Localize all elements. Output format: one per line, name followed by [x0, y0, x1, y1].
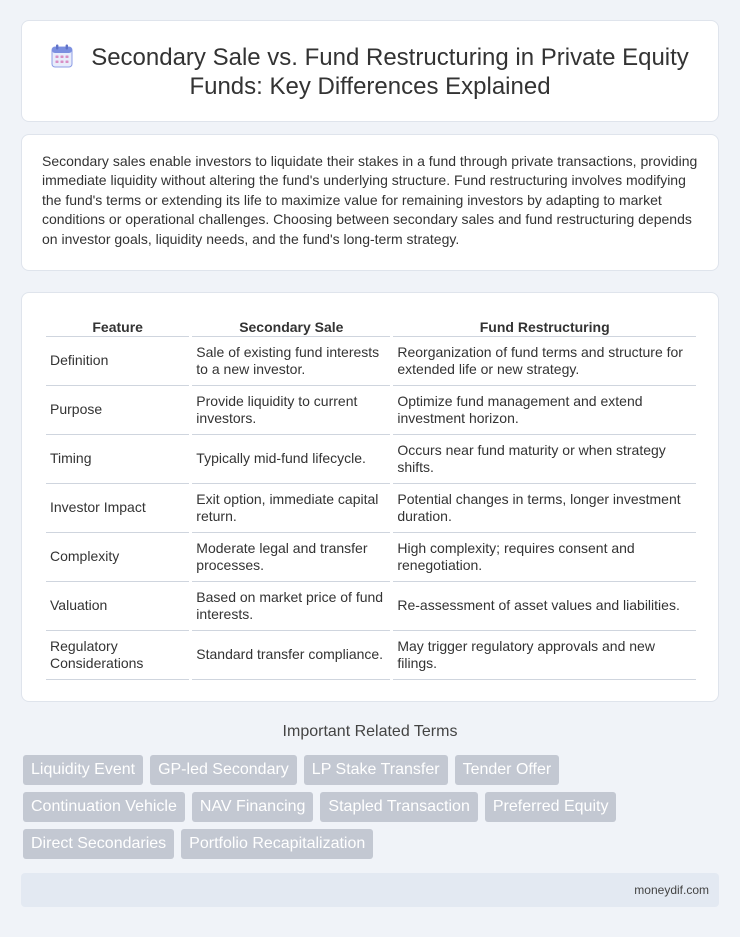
related-term-tag[interactable]: NAV Financing: [192, 792, 314, 822]
table-row: [46, 435, 696, 484]
fund-restructuring-cell: Reorganization of fund terms and structure for extended life or new strategy.: [393, 337, 696, 386]
secondary-sale-cell: Exit option, immediate capital return.: [192, 484, 390, 533]
table-row: [46, 533, 696, 582]
comparison-table: [43, 317, 699, 680]
table-row: [46, 386, 696, 435]
footer-site[interactable]: moneydif.com: [634, 883, 709, 897]
secondary-sale-cell: Typically mid-fund lifecycle.: [192, 435, 390, 484]
related-term-tag[interactable]: Stapled Transaction: [320, 792, 477, 822]
table-row: [46, 631, 696, 680]
fund-restructuring-cell: Re-assessment of asset values and liabilities.: [393, 582, 696, 631]
footer-bar: [21, 873, 719, 907]
related-term-tag[interactable]: Liquidity Event: [23, 755, 143, 785]
related-term-tag[interactable]: Portfolio Recapitalization: [181, 829, 373, 859]
table-row: [46, 337, 696, 386]
feature-cell: Investor Impact: [46, 484, 189, 533]
fund-restructuring-cell: High complexity; requires consent and renegotiation.: [393, 533, 696, 582]
table-row: [46, 484, 696, 533]
feature-cell: Valuation: [46, 582, 189, 631]
page-title: Secondary Sale vs. Fund Restructuring in Private Equity Funds: Key Differences Explained: [91, 44, 689, 100]
feature-cell: Complexity: [46, 533, 189, 582]
secondary-sale-cell: Provide liquidity to current investors.: [192, 386, 390, 435]
related-term-tag[interactable]: Preferred Equity: [485, 792, 617, 822]
related-terms-list: [23, 755, 723, 859]
related-terms-title: Important Related Terms: [282, 723, 458, 740]
intro-card: [21, 134, 719, 271]
feature-cell: Purpose: [46, 386, 189, 435]
column-header: Fund Restructuring: [393, 317, 696, 337]
title-card: [21, 20, 719, 122]
related-term-tag[interactable]: LP Stake Transfer: [304, 755, 448, 785]
feature-cell: Definition: [46, 337, 189, 386]
page-title-wrap: [22, 43, 718, 101]
column-header: Secondary Sale: [192, 317, 390, 337]
secondary-sale-cell: Sale of existing fund interests to a new investor.: [192, 337, 390, 386]
table-row: [46, 582, 696, 631]
related-term-tag[interactable]: GP-led Secondary: [150, 755, 297, 785]
calendar-icon: [51, 44, 73, 68]
secondary-sale-cell: Standard transfer compliance.: [192, 631, 390, 680]
comparison-card: [21, 292, 719, 702]
secondary-sale-cell: Moderate legal and transfer processes.: [192, 533, 390, 582]
fund-restructuring-cell: Optimize fund management and extend investment horizon.: [393, 386, 696, 435]
column-header: Feature: [46, 317, 189, 337]
feature-cell: Timing: [46, 435, 189, 484]
table-header-row: [46, 317, 696, 337]
feature-cell: Regulatory Considerations: [46, 631, 189, 680]
secondary-sale-cell: Based on market price of fund interests.: [192, 582, 390, 631]
intro-paragraph: Secondary sales enable investors to liquidate their stakes in a fund through private transactions, providing immediate liquidity without altering the fund's underlying structure. Fund restructuring involves modifying the fund's terms or extending its life to maximize value for remaining investors by adapting to market conditions or operational challenges. Choosing between secondary sales and fund restructuring depends on investor goals, liquidity needs, and the fund's long-term strategy.: [42, 153, 698, 247]
related-term-tag[interactable]: Tender Offer: [455, 755, 560, 785]
fund-restructuring-cell: May trigger regulatory approvals and new filings.: [393, 631, 696, 680]
related-term-tag[interactable]: Direct Secondaries: [23, 829, 174, 859]
fund-restructuring-cell: Occurs near fund maturity or when strategy shifts.: [393, 435, 696, 484]
related-term-tag[interactable]: Continuation Vehicle: [23, 792, 185, 822]
fund-restructuring-cell: Potential changes in terms, longer investment duration.: [393, 484, 696, 533]
